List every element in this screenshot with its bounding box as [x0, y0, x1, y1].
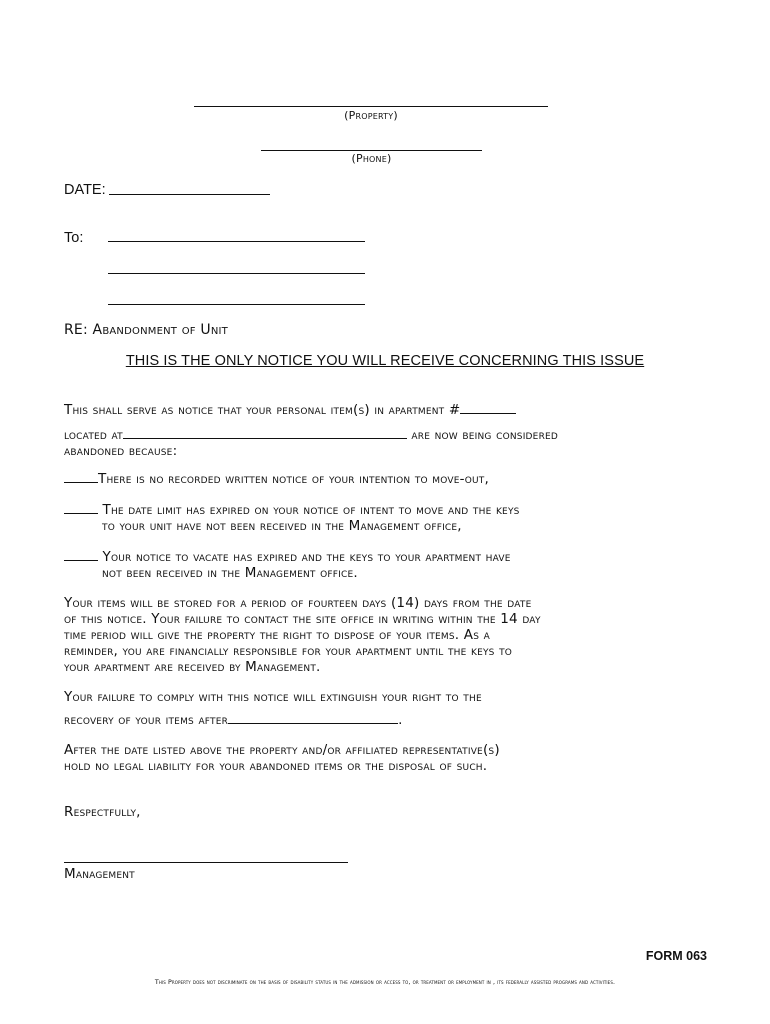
property-line[interactable] — [194, 106, 548, 107]
reason-1: There is no recorded written notice of your intention to move-out, — [64, 470, 714, 487]
notice-paragraph — [64, 401, 714, 459]
to-line-3[interactable] — [108, 304, 365, 305]
storage-paragraph: Your items will be stored for a period of fourteen days (14) days from the date of this notice. Your failure to contact the site office in writing within the 14 day time period will give the property the right to dispose of your items. As a reminder, you are financially responsible for your apartment until the keys to your apartment are received by Management. — [64, 595, 541, 675]
liability-paragraph: After the date listed above the property and/or affiliated representative(s) hold no legal liability for your abandoned items or the disposal of such. — [64, 742, 500, 774]
notice-line-1: This shall serve as notice that your personal item(s) in apartment # — [64, 401, 714, 418]
reason-1-checkbox-line[interactable] — [64, 470, 98, 483]
notice-line-2: located at are now being considered — [64, 427, 559, 443]
date-label: DATE: — [64, 182, 106, 198]
signature-line[interactable] — [64, 862, 348, 863]
form-number: FORM 063 — [645, 949, 707, 963]
apartment-number-field[interactable] — [460, 401, 516, 414]
reason-3-checkbox-line[interactable] — [64, 548, 98, 561]
notice-headline: THIS IS THE ONLY NOTICE YOU WILL RECEIVE CONCERNING THIS ISSUE — [125, 353, 645, 369]
signature-label: Management — [64, 866, 135, 882]
footer-disclaimer: This Property does not discriminate on the basis of disability status in the admission or access to, or treatment or employment in , its federally assisted programs and activities. — [154, 979, 616, 986]
re-line: RE: Abandonment of Unit — [64, 322, 228, 338]
notice-line-3: abandoned because: — [64, 443, 178, 459]
reason-2-checkbox-line[interactable] — [64, 501, 98, 514]
to-line-2[interactable] — [108, 273, 365, 274]
failure-paragraph: Your failure to comply with this notice will extinguish your right to the recovery of your items after . — [64, 689, 482, 728]
closing: Respectfully, — [64, 804, 141, 820]
date-line[interactable] — [109, 194, 270, 195]
recovery-date-field[interactable] — [228, 711, 398, 724]
phone-caption: (Phone) — [351, 152, 392, 165]
reason-2: The date limit has expired on your notice of intent to move and the keys to your unit have not been received in the Management office, — [64, 501, 714, 534]
to-line-1[interactable] — [108, 241, 365, 242]
location-field[interactable] — [123, 426, 407, 439]
to-label: To: — [64, 230, 84, 246]
reason-3: Your notice to vacate has expired and the keys to your apartment have not been received in the Management office. — [64, 548, 714, 581]
property-caption: (Property) — [344, 109, 398, 122]
phone-line[interactable] — [261, 150, 482, 151]
